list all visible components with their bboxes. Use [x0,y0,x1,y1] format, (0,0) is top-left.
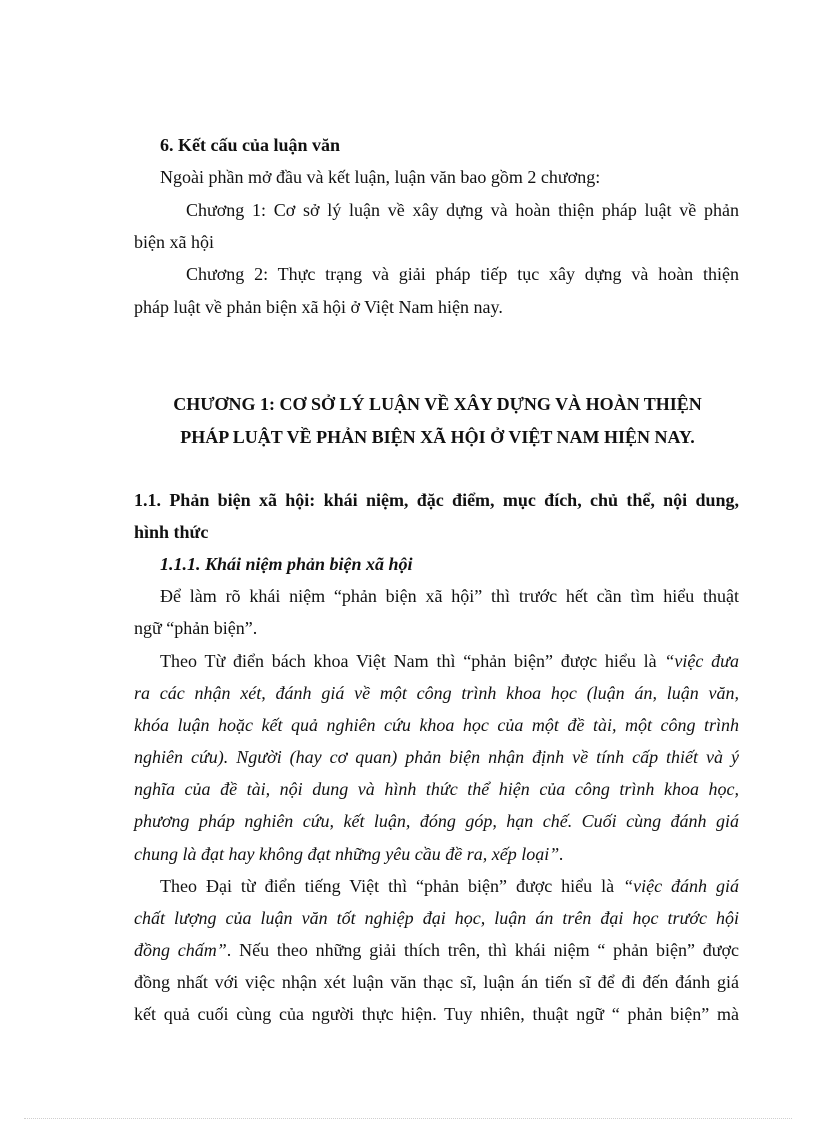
page-bottom-divider [24,1118,792,1119]
paragraph-2-line1 [160,650,739,672]
chapter-2-summary-line1: Chương 2: Thực trạng và giải pháp tiếp tục xây dựng và hoàn thiện [186,264,739,284]
chapter-1-summary-line1: Chương 1: Cơ sở lý luận về xây dựng và hoàn thiện pháp luật về phản [186,200,739,220]
paragraph-2-line2: ra các nhận xét, đánh giá về một công trình khoa học (luận án, luận văn, [134,683,739,703]
paragraph-3-line1-quote: “việc đánh giá [623,876,740,896]
paragraph-3-line1 [160,875,739,897]
paragraph-2-line7: chung là đạt hay không đạt những yêu cầu đề ra, xếp loại”. [134,844,564,864]
chapter-1-summary-line2: biện xã hội [134,232,214,252]
paragraph-1-line1: Để làm rõ khái niệm “phản biện xã hội” thì trước hết cần tìm hiểu thuật [160,586,739,606]
chapter-title-line2: PHÁP LUẬT VỀ PHẢN BIỆN XÃ HỘI Ở VIỆT NAM HIỆN NAY. [180,427,695,447]
paragraph-2-line4: nghiên cứu). Người (hay cơ quan) phản biện nhận định về tính cấp thiết và ý [134,747,739,767]
paragraph-3-line1-text: Theo Đại từ điển tiếng Việt thì “phản biện” được hiểu là [160,876,624,896]
paragraph-2-line6: phương pháp nghiên cứu, kết luận, đóng góp, hạn chế. Cuối cùng đánh giá [134,811,739,831]
section-1-1-heading-line1: 1.1. Phản biện xã hội: khái niệm, đặc điểm, mục đích, chủ thể, nội dung, [134,490,739,510]
section-1-1-1-heading: 1.1.1. Khái niệm phản biện xã hội [160,554,413,574]
paragraph-2-line5: nghĩa của đề tài, nội dung và hình thức thể hiện của công trình khoa học, [134,779,739,799]
paragraph-3-line5: kết quả cuối cùng của người thực hiện. Tuy nhiên, thuật ngữ “ phản biện” mà [134,1004,739,1024]
section-6-intro: Ngoài phần mở đầu và kết luận, luận văn bao gồm 2 chương: [160,167,601,187]
paragraph-3-line4: đồng nhất với việc nhận xét luận văn thạc sĩ, luận án tiến sĩ để đi đến đánh giá [134,972,739,992]
chapter-2-summary-line2: pháp luật về phản biện xã hội ở Việt Nam hiện nay. [134,297,503,317]
paragraph-2-line3: khóa luận hoặc kết quả nghiên cứu khoa học của một đề tài, một công trình [134,715,739,735]
section-1-1-heading-line2: hình thức [134,522,209,542]
chapter-title-line1: CHƯƠNG 1: CƠ SỞ LÝ LUẬN VỀ XÂY DỰNG VÀ HOÀN THIỆN [173,394,702,414]
section-6-heading: 6. Kết cấu của luận văn [160,135,341,155]
paragraph-3-line3 [134,939,739,961]
paragraph-3-line2: chất lượng của luận văn tốt nghiệp đại học, luận án trên đại học trước hội [134,908,739,928]
paragraph-1-line2: ngữ “phản biện”. [134,618,258,638]
paragraph-3-line3-quote: đồng chấm” [134,940,227,960]
paragraph-2-line1-text: Theo Từ điển bách khoa Việt Nam thì “phản biện” được hiểu là [160,651,665,671]
paragraph-3-line3-text: . Nếu theo những giải thích trên, thì khái niệm “ phản biện” được [226,940,740,960]
paragraph-2-line1-quote: “việc đưa [664,651,739,671]
